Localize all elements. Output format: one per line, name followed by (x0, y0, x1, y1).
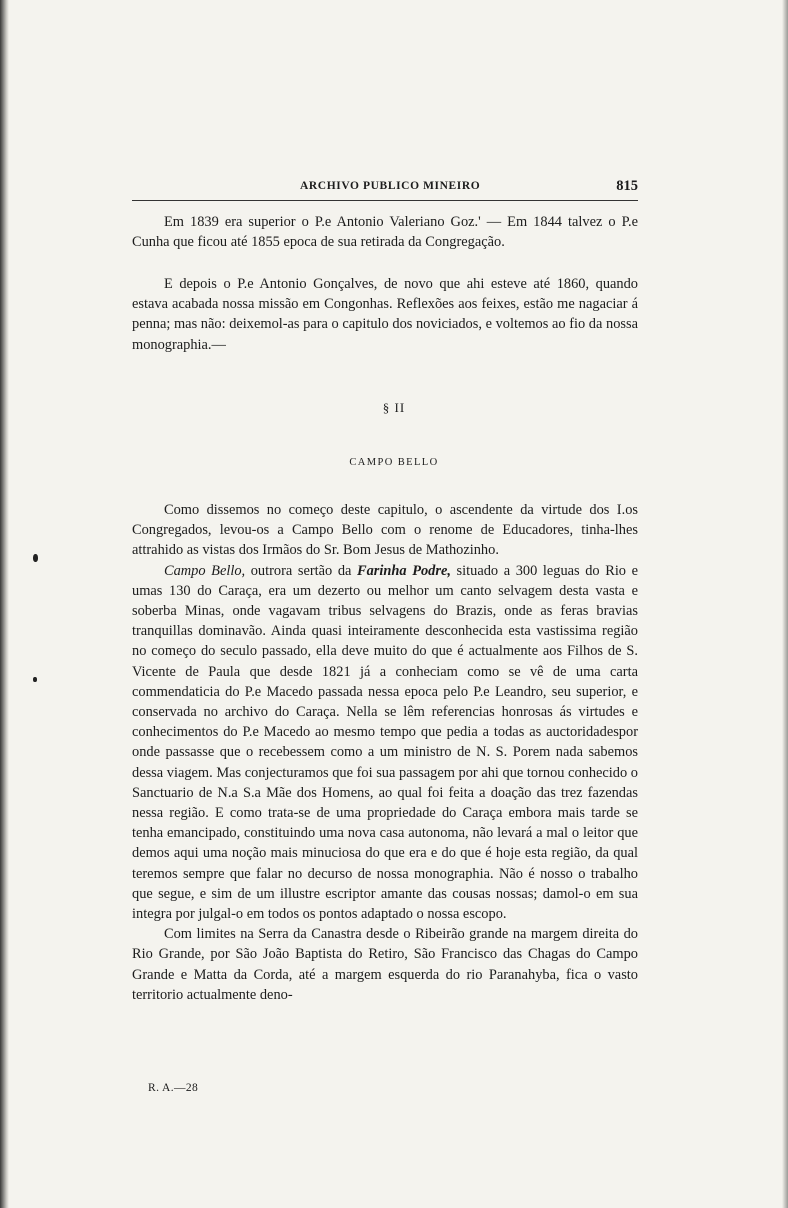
paragraph-intro: Como dissemos no começo deste capitulo, o ascendente da virtude dos I.os Congregados, levou-os a Campo Bello com o renome de Educadores, tinha-lhes attrahido as vistas dos Irmãos do Sr. Bom Jesus de Mathozinho. (132, 502, 638, 559)
place-name-farinha-podre: Farinha Podre, (357, 562, 451, 579)
body-text (132, 500, 638, 1005)
section-heading: CAMPO BELLO (349, 457, 439, 468)
page-number: 815 (616, 178, 638, 194)
paragraph-text: situado a 300 leguas do Rio e umas 130 do Caraça, era um dezerto ou melhor um canto selvagem desta vasta e soberba Minas, onde vagavam tribus selvagens do Brazis, onde as feras bravias tranquillas dominavão. Ainda quasi inteiramente desconhecida esta vastissima região no começo do seculo passado, ella deve muito do que é actualmente aos Filhos de S. Vicente de Paula que desde 1821 já a conheciam como se vê de uma carta commendaticia do P.e Macedo passada nessa epoca pelo P.e Leandro, seu superior, e conservada no archivo do Caraça. Nella se lêm referencias honrosas ás virtudes e conhecimentos do P.e Macedo ao mesmo tempo que pedia a todas as auctoridadespor onde passasse que o recebessem como a um ministro de N. S. Porem nada sabemos dessa viagem. Mas conjecturamos que foi sua passagem por ahi que tornou conhecido o Sanctuario de N.a S.a Mãe dos Homens, ao qual foi feita a doação das trez fazendas nessa região. E como trata-se de uma propriedade do Caraça embora mais tarde se tenha emancipado, constituindo uma nova casa autonoma, não levará a mal o leitor que demos aqui uma noção mais minuciosa do que era e do que é hoje esta região, da qual teremos sempre que falar no decurso de nossa monographia. Não é nosso o trabalho que segue, e sim de um illustre escriptor amante das cousas nossas; damol-o em sua integra por julgal-o em todos os pontos adaptado o nossa escopo. (132, 562, 638, 923)
page-header (132, 178, 638, 204)
page-edge-right (782, 0, 788, 1208)
page-edge-shadow (0, 0, 9, 1208)
signature-mark: R. A.—28 (148, 1082, 199, 1094)
place-name-campo-bello: Campo Bello, (164, 562, 246, 579)
paragraph-superiors: Em 1839 era superior o P.e Antonio Valeriano Goz.' — Em 1844 talvez o P.e Cunha que ficou até 1855 epoca de sua retirada da Congregação. (132, 214, 638, 251)
header-rule (132, 200, 638, 201)
margin-ink-spot (33, 677, 37, 682)
margin-ink-spot (33, 554, 38, 562)
running-title: ARCHIVO PUBLICO MINEIRO (300, 180, 481, 192)
paragraph-text: outrora sertão da (245, 562, 358, 579)
paragraph-campo-bello (132, 561, 638, 925)
section-mark: § II (382, 400, 406, 415)
paragraph-goncalves: E depois o P.e Antonio Gonçalves, de novo que ahi esteve até 1860, quando estava acabada nossa missão em Congonhas. Reflexões aos feixes, estão me nagaciar á penna; mas não: deixemol-as para o capitulo dos noviciados, e voltemos ao fio da nossa monographia.— (132, 276, 638, 353)
paragraph-limits: Com limites na Serra da Canastra desde o Ribeirão grande na margem direita do Rio Grande, por São João Baptista do Retiro, São Francisco das Chagas do Campo Grande e Matta da Corda, até a margem esquerda do rio Paranahyba, fica o vasto territorio actualmente deno- (132, 926, 638, 1003)
